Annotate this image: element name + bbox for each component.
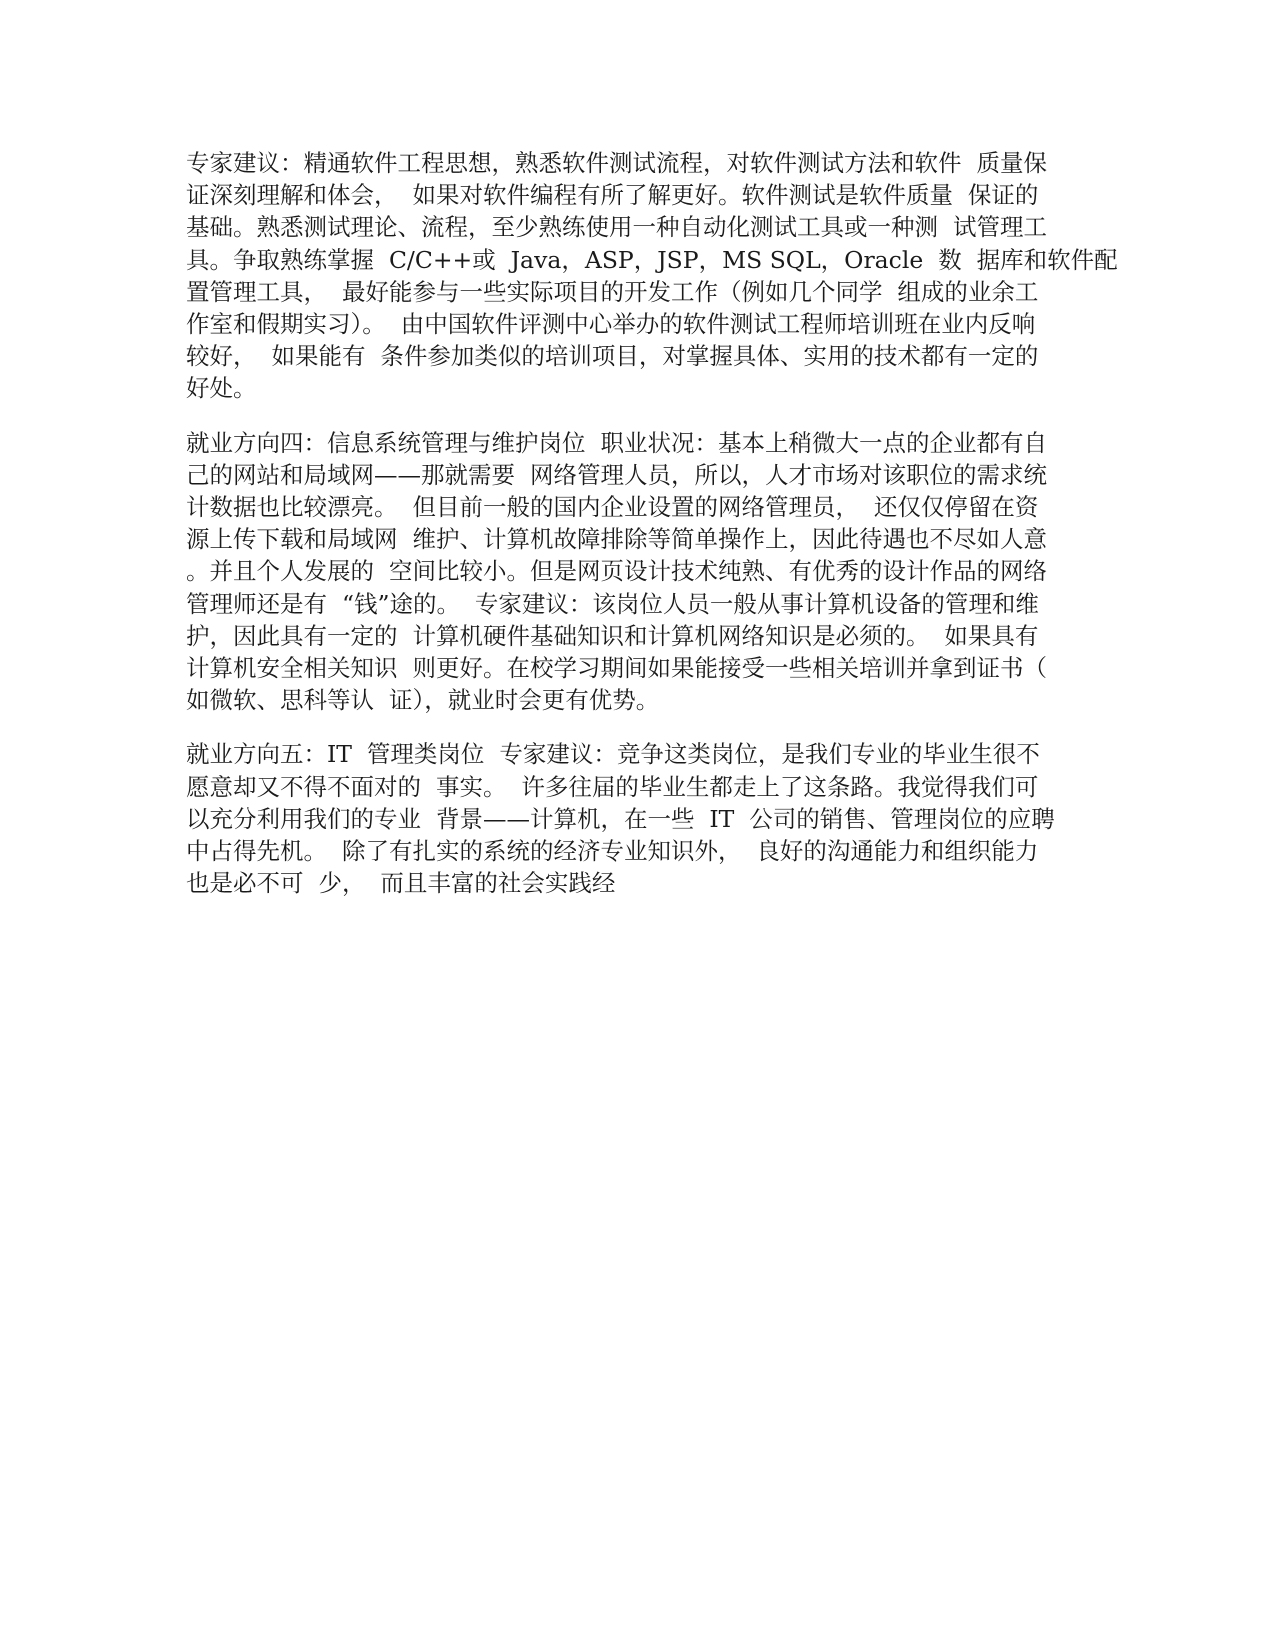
text-line: 就业方向四：信息系统管理与维护岗位 职业状况：基本上稍微大一点的企业都有自 — [186, 428, 1047, 457]
text-line: 具。争取熟练掌握 C/C++或 Java，ASP，JSP，MS SQL，Oracle 数 据库和软件配 — [186, 245, 1118, 274]
text-line: 作室和假期实习）。 由中国软件评测中心举办的软件测试工程师培训班在业内反响 — [186, 310, 1036, 339]
text-line: 愿意却又不得不面对的 事实。 许多往届的毕业生都走上了这条路。我觉得我们可 — [186, 772, 1039, 801]
text-line: 好处。 — [186, 374, 257, 403]
text-line: 证深刻理解和体会， 如果对软件编程有所了解更好。软件测试是软件质量 保证的 — [186, 181, 1039, 210]
text-line: 专家建议：精通软件工程思想，熟悉软件测试流程，对软件测试方法和软件 质量保 — [186, 149, 1047, 177]
text-line: 护，因此具有一定的 计算机硬件基础知识和计算机网络知识是必须的。 如果具有 — [186, 621, 1039, 650]
text-line: 中占得先机。 除了有扎实的系统的经济专业知识外， 良好的沟通能力和组织能力 — [186, 837, 1039, 866]
paragraph-career-direction-four — [186, 427, 1091, 717]
text-line: 计算机安全相关知识 则更好。在校学习期间如果能接受一些相关培训并拿到证书（ — [186, 654, 1047, 683]
text-line: 。并且个人发展的 空间比较小。但是网页设计技术纯熟、有优秀的设计作品的网络 — [186, 557, 1047, 586]
text-line: 也是必不可 少， 而且丰富的社会实践经 — [186, 869, 616, 898]
text-line: 较好， 如果能有 条件参加类似的培训项目，对掌握具体、实用的技术都有一定的 — [186, 342, 1039, 371]
text-line: 如微软、思科等认 证），就业时会更有优势。 — [186, 686, 660, 715]
text-line: 置管理工具， 最好能参与一些实际项目的开发工作（例如几个同学 组成的业余工 — [186, 277, 1039, 306]
text-line: 以充分利用我们的专业 背景——计算机，在一些 IT 公司的销售、管理岗位的应聘 — [186, 804, 1055, 833]
paragraph-expert-advice — [186, 147, 1118, 405]
text-line: 基础。熟悉测试理论、流程，至少熟练使用一种自动化测试工具或一种测 试管理工 — [186, 213, 1047, 242]
text-line: 己的网站和局域网——那就需要 网络管理人员，所以，人才市场对该职位的需求统 — [186, 460, 1047, 489]
paragraph-career-direction-five — [186, 738, 1091, 899]
text-line: 计数据也比较漂亮。 但目前一般的国内企业设置的网络管理员， 还仅仅停留在资 — [186, 493, 1039, 522]
text-line: 管理师还是有 “钱”途的。 专家建议：该岗位人员一般从事计算机设备的管理和维 — [186, 589, 1039, 618]
document-body — [186, 147, 1118, 921]
text-line: 源上传下载和局域网 维护、计算机故障排除等简单操作上，因此待遇也不尽如人意 — [186, 525, 1047, 554]
text-line: 就业方向五：IT 管理类岗位 专家建议：竞争这类岗位，是我们专业的毕业生很不 — [186, 740, 1040, 769]
